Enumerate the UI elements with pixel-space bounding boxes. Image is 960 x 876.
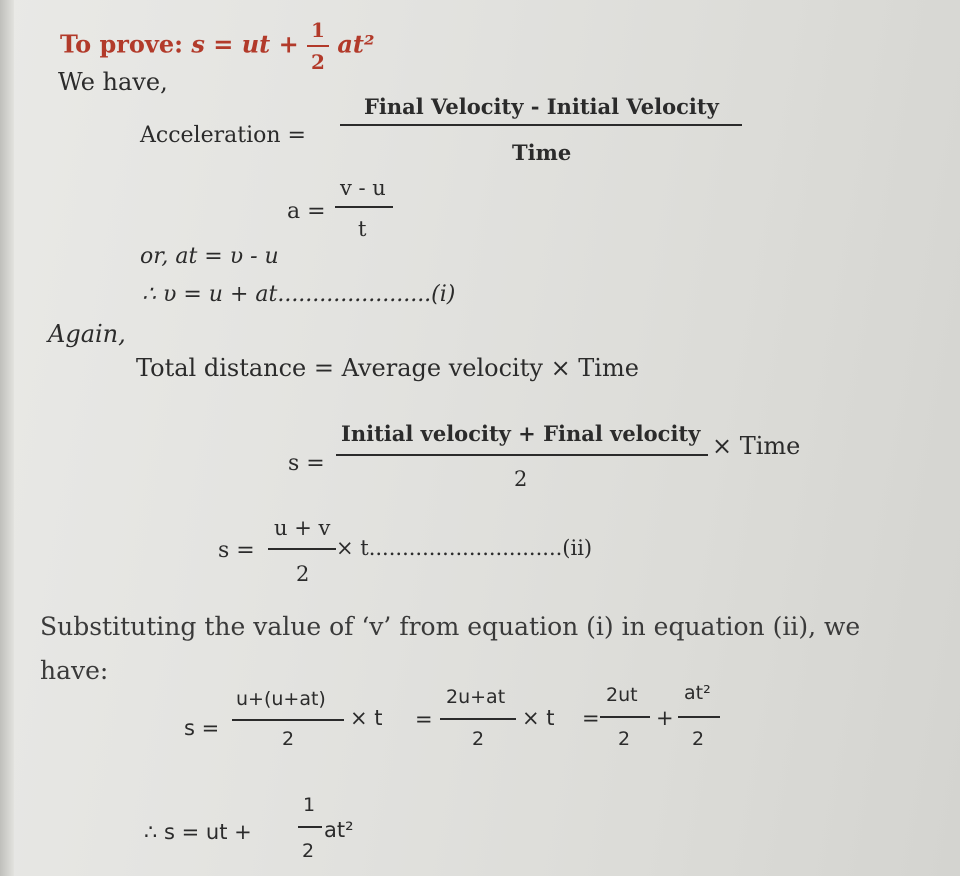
to-prove-ut: ut + <box>241 29 299 59</box>
s-eq3-lhs: s = <box>184 716 220 740</box>
s-eq3-times1: × t <box>350 706 383 730</box>
s-eq3-f4-numerator: at² <box>684 682 711 704</box>
to-prove-eq: = <box>213 29 234 59</box>
final-numerator: 1 <box>303 794 316 816</box>
s-eq3-f2-numerator: 2u+at <box>446 686 506 708</box>
again-text: Again, <box>48 320 126 348</box>
s-eq2-rhs: × t.............................(ii) <box>336 536 593 560</box>
s-eq1-numerator: Initial velocity + Final velocity <box>341 421 701 446</box>
to-prove-at2: at² <box>337 29 375 59</box>
acceleration-numerator: Final Velocity - Initial Velocity <box>364 94 719 119</box>
final-rhs: at² <box>324 818 354 842</box>
s-eq3-f2-denominator: 2 <box>472 728 485 750</box>
total-distance-line: Total distance = Average velocity × Time <box>136 354 639 382</box>
a-numerator: v - u <box>340 176 386 200</box>
s-eq1-rhs: × Time <box>712 432 801 460</box>
to-prove-label: To prove: <box>60 29 183 59</box>
s-eq3-f3-numerator: 2ut <box>606 684 638 706</box>
acceleration-bar <box>340 124 742 126</box>
final-denominator: 2 <box>302 840 315 862</box>
s-eq2-denominator: 2 <box>296 562 310 586</box>
s-eq3-f1-denominator: 2 <box>282 728 295 750</box>
s-eq1-denominator: 2 <box>514 467 528 491</box>
have-text: have: <box>40 656 109 685</box>
a-denominator: t <box>358 217 367 241</box>
a-bar <box>335 206 393 208</box>
to-prove-line <box>60 18 374 74</box>
s-eq3-f4-bar <box>678 716 720 718</box>
s-eq2-lhs: s = <box>218 538 255 563</box>
s-eq3-f4-denominator: 2 <box>692 728 705 750</box>
s-eq1-bar <box>336 454 708 456</box>
acceleration-lhs: Acceleration = <box>140 123 306 148</box>
substituting-line: Substituting the value of ‘v’ from equation (i) in equation (ii), we <box>40 612 861 641</box>
to-prove-s: s <box>191 29 205 59</box>
we-have-text: We have, <box>58 68 168 96</box>
s-eq3-eq2: = <box>415 707 433 731</box>
equation-i: ∴ υ = u + at......................(i) <box>142 282 456 307</box>
s-eq3-times2: × t <box>522 706 555 730</box>
or-at-line: or, at = υ - u <box>140 244 279 269</box>
s-eq3-f3-denominator: 2 <box>618 728 631 750</box>
s-eq3-f1-bar <box>232 719 344 721</box>
s-eq2-numerator: u + v <box>274 516 331 540</box>
acceleration-denominator: Time <box>512 140 572 165</box>
final-bar <box>298 826 322 828</box>
s-eq3-plus: + <box>656 706 674 730</box>
s-eq3-f2-bar <box>440 718 516 720</box>
s-eq1-lhs: s = <box>288 451 325 476</box>
page-edge <box>0 0 14 876</box>
final-lhs: ∴ s = ut + <box>144 820 252 844</box>
to-prove-fraction: $\frac{1}{2}$ <box>307 18 329 74</box>
a-lhs: a = <box>287 199 326 224</box>
s-eq3-f1-numerator: u+(u+at) <box>236 688 326 710</box>
s-eq3-f3-bar <box>600 716 650 718</box>
s-eq3-eq3: = <box>582 706 600 730</box>
s-eq2-bar <box>268 548 336 550</box>
